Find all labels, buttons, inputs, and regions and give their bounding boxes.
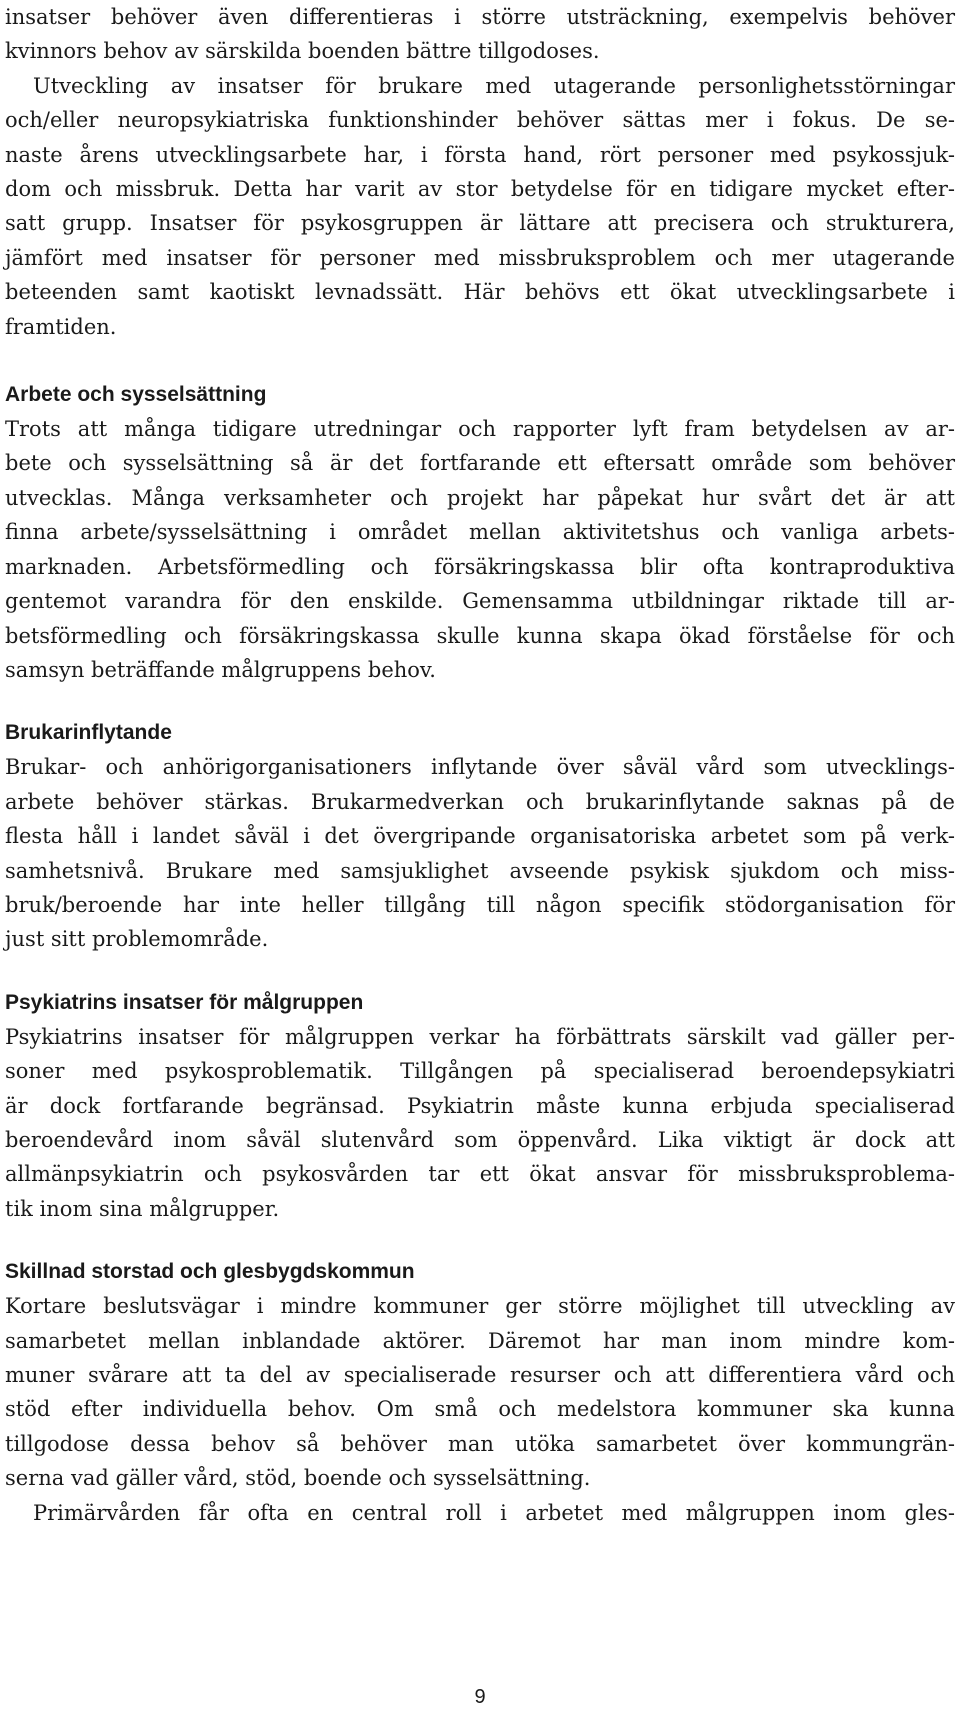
text-line: insatser behöver även differentieras i större utsträckning, exempelvis behöver — [5, 5, 955, 29]
text-line: Psykiatrins insatser för målgruppen verkar ha förbättrats särskilt vad gäller per- — [5, 1024, 955, 1049]
section-heading: Brukarinflytande — [5, 721, 172, 745]
section-spacer — [5, 957, 955, 986]
text-line: samarbetet mellan inblandade aktörer. Däremot har man inom mindre kom- — [5, 1328, 955, 1353]
text-line: gentemot varandra för den enskilde. Gemensamma utbildningar riktade till ar- — [5, 589, 955, 614]
text-line: flesta håll i landet såväl i det övergripande organisatoriska arbetet som på verk- — [5, 824, 955, 849]
text-line: finna arbete/sysselsättning i området mellan aktivitetshus och vanliga arbets- — [5, 520, 955, 545]
text-line: beteenden samt kaotiskt levnadssätt. Här behövs ett ökat utvecklingsarbete i — [5, 280, 955, 305]
text-line: är dock fortfarande begränsad. Psykiatrin måste kunna erbjuda specialiserad — [5, 1093, 955, 1118]
text-line: Utveckling av insatser för brukare med utagerande personlighetsstörningar — [33, 73, 955, 98]
text-line: kvinnors behov av särskilda boenden bättre tillgodoses. — [5, 39, 600, 64]
page-number: 9 — [474, 1686, 486, 1708]
section-heading: Arbete och sysselsättning — [5, 383, 267, 407]
text-line: framtiden. — [5, 314, 117, 339]
text-line: soner med psykosproblematik. Tillgången på specialiserad beroendepsykiatri — [5, 1059, 955, 1084]
intro-paragraph — [5, 0, 955, 344]
text-line: bruk/beroende har inte heller tillgång till någon specifik stödorganisation för — [5, 892, 955, 917]
section-body — [5, 1289, 955, 1530]
section-spacer — [5, 344, 955, 378]
text-line: just sitt problemområde. — [5, 927, 269, 952]
text-line: arbete behöver stärkas. Brukarmedverkan och brukarinflytande saknas på de — [5, 789, 955, 814]
text-line: samsyn beträffande målgruppens behov. — [5, 657, 436, 682]
text-line: jämfört med insatser för personer med missbruksproblem och mer utagerande — [5, 245, 955, 270]
section-spacer — [5, 687, 955, 716]
text-line: Brukar- och anhörigorganisationers inflytande över såväl vård som utvecklings- — [5, 755, 955, 780]
text-line: och/eller neuropsykiatriska funktionshinder behöver sättas mer i fokus. De se- — [5, 108, 955, 133]
text-line: satt grupp. Insatser för psykosgruppen är lättare att precisera och strukturera, — [5, 211, 955, 236]
section-city-rural-difference — [5, 1255, 955, 1530]
text-line: stöd efter individuella behov. Om små och medelstora kommuner ska kunna — [5, 1397, 955, 1422]
section-body — [5, 412, 955, 687]
text-line: serna vad gäller vård, stöd, boende och sysselsättning. — [5, 1466, 591, 1491]
section-work-employment — [5, 378, 955, 687]
text-line: betsförmedling och försäkringskassa skulle kunna skapa ökad förståelse för och — [5, 623, 955, 648]
text-line: Primärvården får ofta en central roll i arbetet med målgruppen inom gles- — [33, 1500, 955, 1525]
text-line: tik inom sina målgrupper. — [5, 1196, 280, 1221]
text-line: marknaden. Arbetsförmedling och försäkringskassa blir ofta kontraproduktiva — [5, 554, 955, 579]
section-psychiatry-efforts — [5, 986, 955, 1226]
text-line: muner svårare att ta del av specialiserade resurser och att differentiera vård och — [5, 1363, 955, 1387]
text-line: naste årens utvecklingsarbete har, i första hand, rört personer med psykossjuk- — [5, 142, 955, 167]
text-line: beroendevård inom såväl slutenvård som öppenvård. Lika viktigt är dock att — [5, 1127, 955, 1152]
text-line: utvecklas. Många verksamheter och projekt har påpekat hur svårt det är att — [5, 485, 955, 510]
section-spacer — [5, 1226, 955, 1255]
section-heading: Skillnad storstad och glesbygdskommun — [5, 1260, 415, 1284]
text-line: samhetsnivå. Brukare med samsjuklighet avseende psykisk sjukdom och miss- — [5, 858, 955, 883]
text-line: Trots att många tidigare utredningar och rapporter lyft fram betydelsen av ar- — [5, 417, 955, 442]
text-line: bete och sysselsättning så är det fortfarande ett eftersatt område som behöver — [5, 451, 955, 476]
section-heading: Psykiatrins insatser för målgruppen — [5, 990, 364, 1014]
section-user-influence — [5, 716, 955, 956]
section-body — [5, 1020, 955, 1226]
text-line: Kortare beslutsvägar i mindre kommuner ger större möjlighet till utveckling av — [5, 1294, 955, 1319]
text-line: tillgodose dessa behov så behöver man utöka samarbetet över kommungrän- — [5, 1431, 955, 1456]
text-line: allmänpsykiatrin och psykosvården tar ett ökat ansvar för missbruksproblema- — [5, 1162, 955, 1187]
text-line: dom och missbruk. Detta har varit av stor betydelse för en tidigare mycket efter- — [5, 177, 955, 202]
section-body — [5, 750, 955, 956]
